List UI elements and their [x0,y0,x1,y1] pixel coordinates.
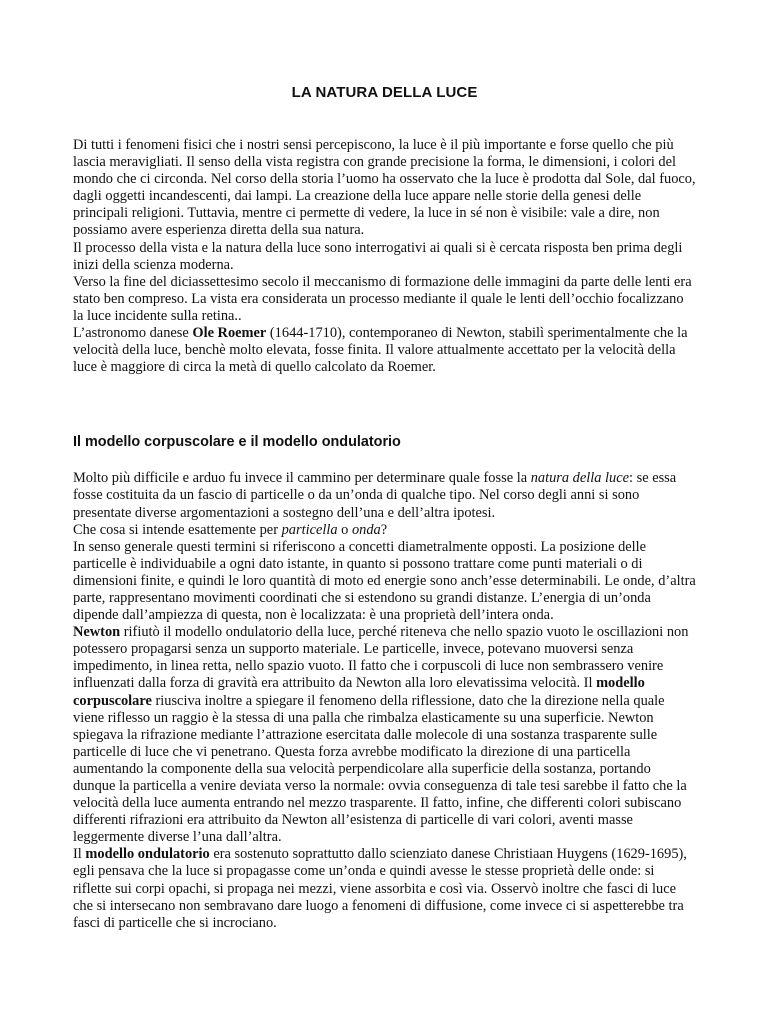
bold-term: modello corpuscolare [73,675,645,709]
text-run: o [337,521,352,538]
section-paragraph-3 [73,539,696,624]
text-run: Di tutti i fenomeni fisici che i nostri sensi percepiscono, la luce è il più importante e forse quello che più lascia meravigliati. Il senso della vista registra con grande precisione la forma, le dimensioni, i colori del mondo che ci circonda. Nel corso della storia l’uomo ha osservato che la luce è prodotta dal Sole, dal fuoco, dagli oggetti incandescenti, dai lampi. La creazione della luce appare nelle storie della genesi delle principali religioni. Tuttavia, mentre ci permette di vedere, la luce in sé non è visibile: vale a dire, non possiamo avere esperienza diretta della sua natura. [73,137,696,239]
section-spacer [73,376,696,434]
intro-paragraph-1 [73,137,696,240]
section-paragraph-5 [73,846,696,931]
text-run: (1644-1710), contemporaneo di Newton, stabilì sperimentalmente che la velocità della luce, benchè molto elevata, fosse finita. Il valore attualmente accettato per la velocità della luce è maggiore di circa la metà di quello calcolato da Roemer. [73,325,688,376]
text-run: L’astronomo danese [73,325,193,342]
text-run: Il processo della vista e la natura della luce sono interrogativi ai quali si è cercata risposta ben prima degli inizi della scienza moderna. [73,239,683,273]
text-run: In senso generale questi termini si riferiscono a concetti diametralmente opposti. La posizione delle particelle è individuabile a ogni dato istante, in quanto si possono trattare come punti materiali o di dimensioni finite, e quindi le loro quantità di moto ed energie sono anch’esse determinabili. Le onde, d’altra parte, rappresentano movimenti coordinati che si estendono su grandi distanze. L’energia di un’onda dipende dall’ampiezza di questa, non è localizzata: è una proprietà dell’intera onda. [73,538,696,624]
bold-term: Newton [73,624,121,641]
text-run: riusciva inoltre a spiegare il fenomeno della riflessione, dato che la direzione nella quale viene riflesso un raggio è la stessa di una palla che rimbalza elasticamente su una superficie. Newton spiegava la rifrazione mediante l’attrazione esercitata dalle molecole di una sostanza trasparente sulle particelle di luce che vi penetrano. Questa forza avrebbe modificato la direzione di una particella aumentando la componente della sua velocità perpendicolare alla superficie della sostanza, portando dunque la particella a venire deviata verso la normale: ovvia conseguenza di tale tesi sarebbe il fatto che la velocità della luce aumenta entrando nel mezzo trasparente. Il fatto, infine, che differenti colori subiscano differenti rifrazioni era attribuito da Newton all’esistenza di particelle di vari colori, aventi masse leggermente diverse l’una dall’altra. [73,692,687,846]
section-paragraph-2 [73,522,696,539]
italic-term: particella [281,521,338,538]
text-run: era sostenuto soprattutto dallo scienziato danese Christiaan Huygens (1629-1695), egli pensava che la luce si propagasse come un’onda e quindi avesse le stesse proprietà delle onde: si riflette sui corpi opachi, si propaga nei mezzi, viene assorbita e così via. Osservò inoltre che fasci di luce che si intersecano non sembravano dare luogo a fenomeni di diffusione, come invece ci si aspetterebbe tra fasci di particelle che si incrociano. [73,846,687,931]
text-run: ? [380,521,388,538]
text-run: : se essa fosse costituita da un fascio di particelle o da un’onda di qualche tipo. Nel corso degli anni si sono presentate diverse argomentazioni a sostegno dell’una e dell’altra ipotesi. [73,470,677,521]
document-page [73,84,696,932]
models-section [73,434,696,932]
intro-paragraph-3 [73,274,696,325]
italic-term: onda [351,521,381,538]
document-title: LA NATURA DELLA LUCE [291,84,478,101]
intro-paragraph-4 [73,325,696,376]
section-heading: Il modello corpuscolare e il modello ondulatorio [73,434,401,451]
section-paragraph-4 [73,624,696,846]
text-run: rifiutò il modello ondulatorio della luce, perché riteneva che nello spazio vuoto le oscillazioni non potessero propagarsi senza un supporto materiale. Le particelle, invece, potevano muoversi senza impedimento, in linea retta, nello spazio vuoto. Il fatto che i corpuscoli di luce non sembrassero venire influenzati dalla forza di gravità era attribuito da Newton alla loro elevatissima velocità. Il [73,624,689,692]
bold-term: modello ondulatorio [85,846,210,863]
section-paragraph-1 [73,470,696,521]
italic-term: natura della luce [530,470,630,487]
text-run: Che cosa si intende esattemente per [73,521,282,538]
intro-section [73,137,696,376]
text-run: Verso la fine del diciassettesimo secolo il meccanismo di formazione delle immagini da parte delle lenti era stato ben compreso. La vista era considerata un processo mediante il quale le lenti dell’occhio focalizzano la luce incidente sulla retina.. [73,273,692,324]
intro-paragraph-2 [73,240,696,274]
bold-term: Ole Roemer [192,325,267,342]
text-run: Molto più difficile e arduo fu invece il cammino per determinare quale fosse la [73,470,531,487]
text-run: Il [73,846,86,863]
